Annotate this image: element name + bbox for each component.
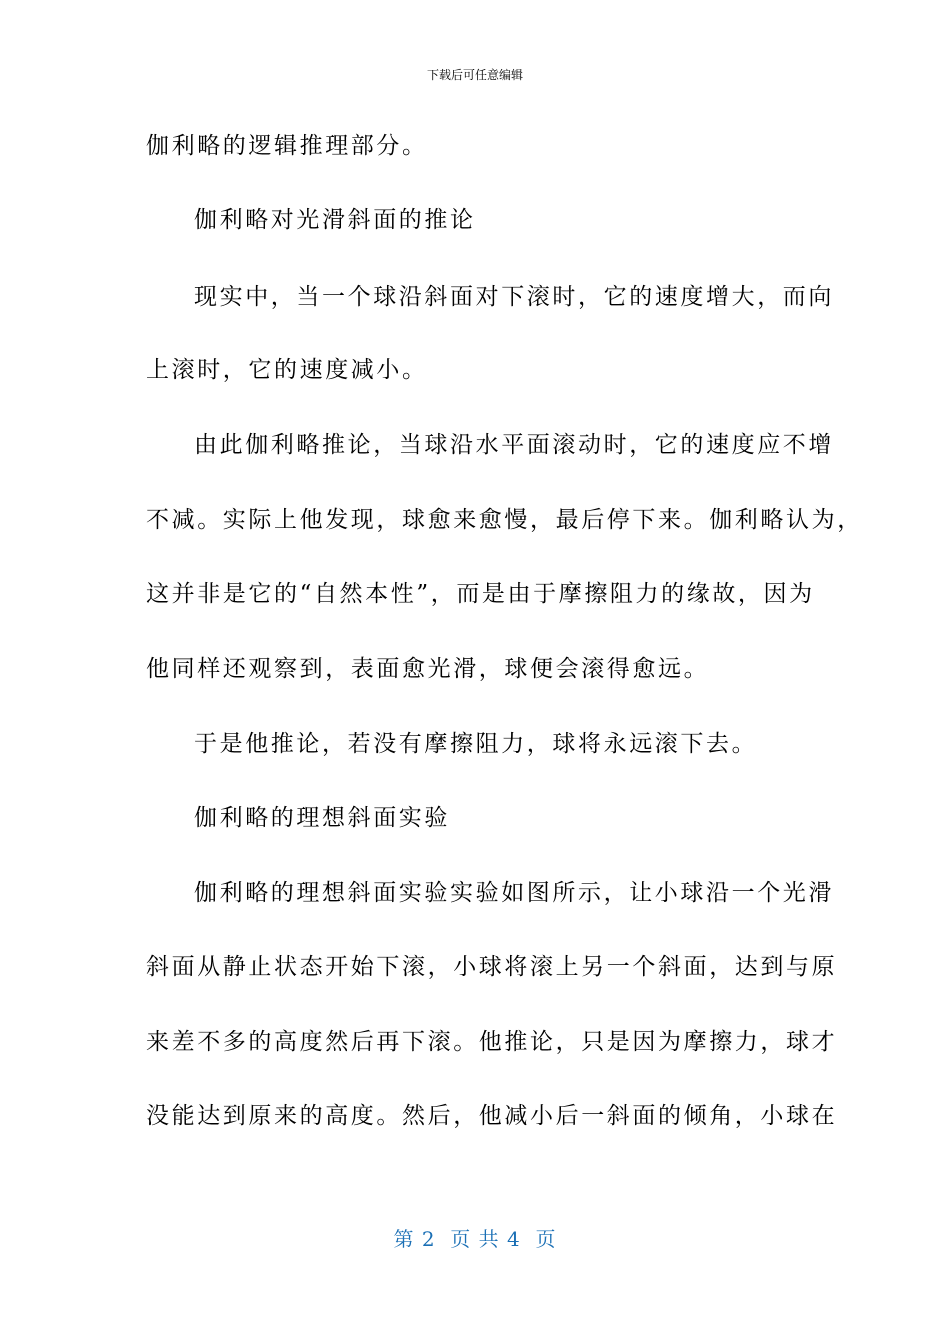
body-line: 斜面从静止状态开始下滚，小球将滚上另一个斜面，达到与原 bbox=[146, 954, 838, 980]
body-line: 没能达到原来的高度。然后，他减小后一斜面的倾角，小球在 bbox=[146, 1103, 838, 1129]
page-header: 下载后可任意编辑 bbox=[426, 68, 523, 82]
body-line: 不减。实际上他发现，球愈来愈慢，最后停下来。伽利略认为， bbox=[146, 507, 863, 533]
body-line: 伽利略的理想斜面实验实验如图所示，让小球沿一个光滑 bbox=[194, 880, 834, 906]
body-line: 由此伽利略推论，当球沿水平面滚动时，它的速度应不增 bbox=[194, 432, 834, 458]
body-line: 他同样还观察到，表面愈光滑，球便会滚得愈远。 bbox=[146, 656, 710, 682]
body-line: 现实中，当一个球沿斜面对下滚时，它的速度增大，而向 bbox=[194, 284, 834, 310]
section-heading: 伽利略对光滑斜面的推论 bbox=[194, 207, 476, 233]
body-line: 伽利略的逻辑推理部分。 bbox=[146, 133, 428, 159]
body-line: 这并非是它的“自然本性”，而是由于摩擦阻力的缘故，因为 bbox=[146, 581, 815, 607]
body-line: 于是他推论，若没有摩擦阻力，球将永远滚下去。 bbox=[194, 731, 758, 757]
body-line: 上滚时，它的速度减小。 bbox=[146, 357, 428, 383]
page-number: 第 2 页 共 4 页 bbox=[393, 1227, 557, 1251]
body-line: 来差不多的高度然后再下滚。他推论，只是因为摩擦力，球才 bbox=[146, 1029, 838, 1055]
section-heading: 伽利略的理想斜面实验 bbox=[194, 805, 450, 831]
